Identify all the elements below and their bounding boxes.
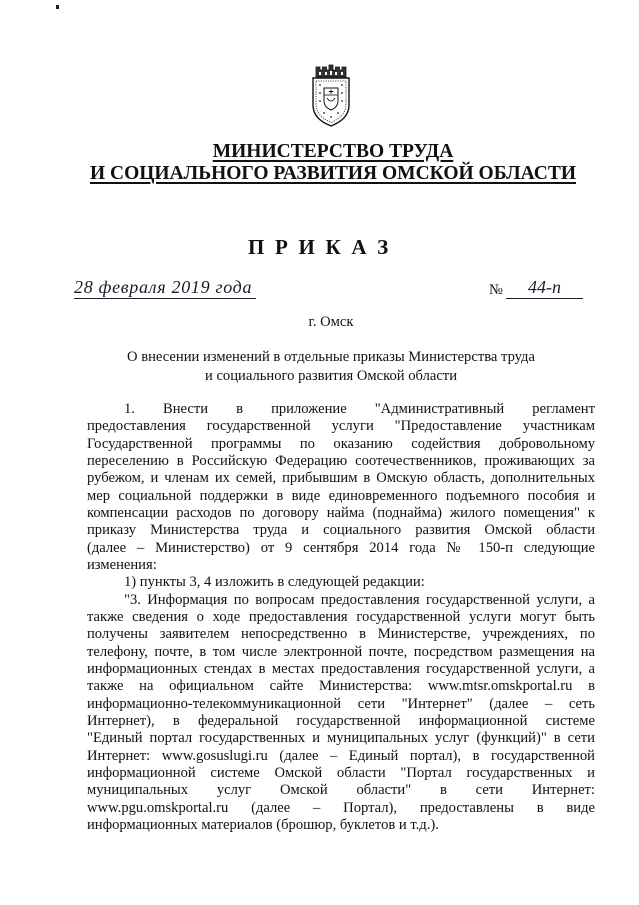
document-type: П Р И К А З	[248, 235, 391, 259]
body-line: www.pgu.omskportal.ru (далее – Портал), предоставлены в виде	[87, 799, 595, 816]
subject-line-2: и социального развития Омской области	[205, 368, 457, 384]
organization-title-line-2: И СОЦИАЛЬНОГО РАЗВИТИЯ ОМСКОЙ ОБЛАСТИ	[89, 163, 577, 184]
body-line: "Единый портал государственных и муниципальных услуг (функций)" в сети	[87, 730, 595, 747]
body-line: Интернет), в федеральной государственной информационной системе	[87, 712, 595, 729]
number-label: №	[489, 282, 503, 298]
subject	[22, 348, 639, 386]
body-line: приказу Министерства труда и социального развития Омской области	[87, 522, 595, 539]
body-line: Интернет: www.gosuslugi.ru (далее – Единый портал), в государственной	[87, 747, 595, 764]
body-line: телефону, почте, в том числе электронной почте, посредством размещения на	[87, 643, 595, 660]
document-body	[87, 401, 595, 834]
body-line: Государственной программы по оказанию содействия добровольному	[87, 435, 595, 452]
scan-mark	[56, 5, 59, 9]
body-line: предоставления государственной услуги "Предоставление участникам	[87, 418, 595, 435]
body-line: информационно-телекоммуникационной сети "Интернет" (далее – сеть	[87, 695, 595, 712]
paragraph-3	[87, 592, 595, 835]
body-line: информационных материалов (брошюр, буклетов и т.д.).	[87, 816, 439, 833]
body-line: "3. Информация по вопросам предоставления государственной услуги, а	[124, 591, 595, 608]
body-line: 1. Внести в приложение "Административный регламент	[124, 401, 595, 417]
organization-title	[28, 141, 638, 185]
body-line: мер социальной поддержки в виде единовременного подъемного пособия и	[87, 487, 595, 504]
body-line: получены заявителем непосредственно в Министерстве, учреждениях, по	[87, 626, 595, 643]
body-line: информационной системе Омской области "Портал государственных и	[87, 764, 595, 781]
body-line: муниципальных услуг Омской области" в сети Интернет:	[87, 782, 595, 799]
coat-of-arms-icon	[309, 63, 353, 127]
body-line: 1) пункты 3, 4 изложить в следующей редакции:	[124, 574, 425, 591]
subject-line-1: О внесении изменений в отдельные приказы Министерства труда	[127, 349, 535, 365]
handwritten-number: 44-п	[506, 276, 583, 299]
body-line: информационных стендах в местах предоставления государственной услуги, а	[87, 660, 595, 677]
handwritten-date: 28 февраля 2019 года	[74, 276, 256, 299]
body-line: переселению в Российскую Федерацию соотечественников, проживающих за	[87, 452, 595, 469]
body-line: изменения:	[87, 556, 157, 573]
organization-title-line-1: МИНИСТЕРСТВО ТРУДА	[212, 141, 454, 162]
body-line: рубежом, и членам их семей, прибывшим в Омскую область, дополнительных	[87, 470, 595, 487]
body-line: также на официальном сайте Министерства: www.mtsr.omskportal.ru в	[87, 678, 595, 695]
body-line: также сведения о ходе предоставления государственной услуги могут быть	[87, 608, 595, 625]
paragraph-2	[87, 574, 595, 591]
city: г. Омск	[308, 314, 354, 330]
body-line: (далее – Министерство) от 9 сентября 2014 года № 150-п следующие	[87, 539, 595, 556]
paragraph-1	[87, 401, 595, 574]
body-line: компенсации расходов по договору найма (поднайма) жилого помещения" к	[87, 504, 595, 521]
